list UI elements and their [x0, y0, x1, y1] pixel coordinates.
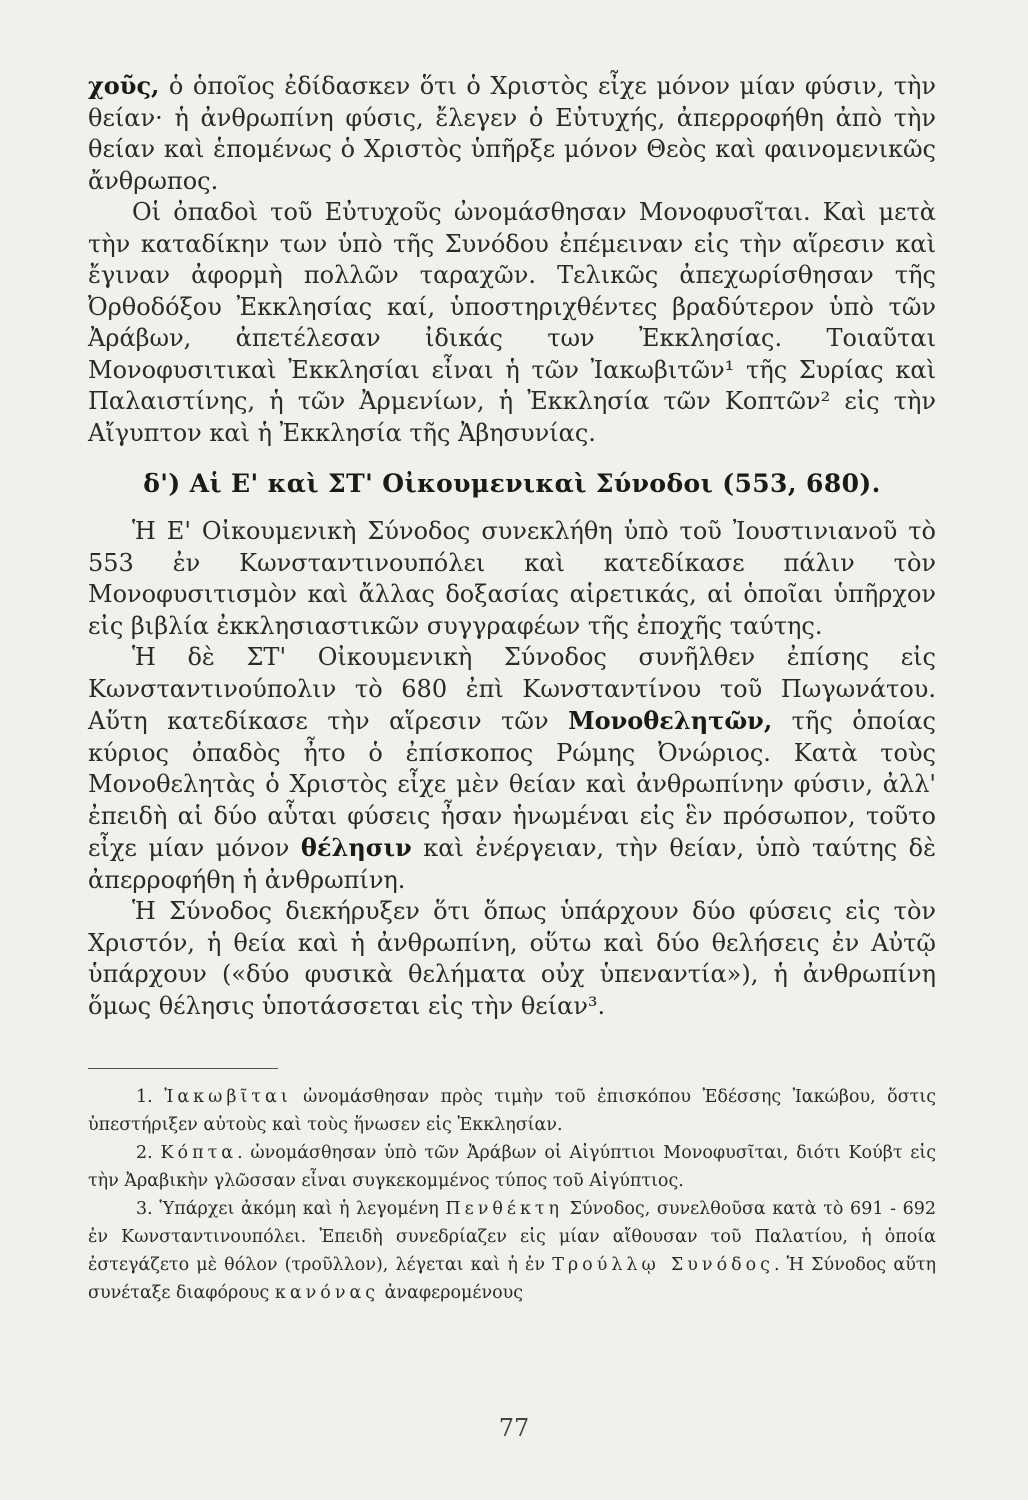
paragraph-3: Ἡ Ε' Οἰκουμενικὴ Σύνοδος συνεκλήθη ὑπὸ τοῦ Ἰουστινιανοῦ τὸ 553 ἐν Κωνσταντινουπόλει καὶ κατεδίκασε πάλιν τὸν Μονοφυσιτισμὸν καὶ ἄλλας δοξασίας αἱρετικάς, αἱ ὁποῖαι ὑπῆρχον εἰς βιβλία ἐκκλησιαστικῶν συγγραφέων τῆς ἐποχῆς ταύτης.: [88, 517, 936, 640]
footnote-3-term-kanones: κανόνας: [274, 1283, 380, 1303]
paragraph-1-lead-word: χοῦς,: [88, 71, 160, 100]
footnote-3-term-penthekte: Πενθέκτη: [445, 1199, 564, 1219]
footnote-3-number: 3.: [136, 1199, 153, 1219]
paragraph-4-text-a: Ἡ δὲ ΣΤ' Οἰκουμενικὴ Σύνοδος συνῆλθεν ἐπίσης εἰς Κωνσταντινούπολιν τὸ 680 ἐπὶ Κωνσταντίνου τοῦ Πωγωνάτου. Αὕτη κατεδίκασε τὴν αἵρεσιν τῶν: [88, 643, 936, 735]
term-monothelites: Μονοθελητῶν,: [568, 706, 773, 735]
section-heading: δ') Αἱ Ε' καὶ ΣΤ' Οἰκουμενικαὶ Σύνοδοι (553, 680).: [143, 469, 881, 498]
footnote-divider: [88, 1068, 278, 1069]
paragraph-4-text-b: τῆς ὁποίας κύριος ὀπαδὸς ἦτο ὁ ἐπίσκοπος Ρώμης Ὀνώριος. Κατὰ τοὺς Μονοθελητὰς ὁ Χριστὸς εἶχε μὲν θείαν καὶ ἀνθρωπίνην φύσιν, ἀλλ' ἐπειδὴ αἱ δύο αὗται φύσεις ἦσαν ἡνωμέναι εἰς ἓν πρόσωπον, τοῦτο εἶχε μίαν μόνον: [88, 707, 936, 862]
paragraph-2: Οἱ ὀπαδοὶ τοῦ Εὐτυχοῦς ὠνομάσθησαν Μονοφυσῖται. Καὶ μετὰ τὴν καταδίκην των ὑπὸ τῆς Συνόδου ἐπέμειναν εἰς τὴν αἵρεσιν καὶ ἔγιναν ἀφορμὴ πολλῶν ταραχῶν. Τελικῶς ἀπεχωρίσθησαν τῆς Ὀρθοδόξου Ἐκκλησίας καί, ὑποστηριχθέντες βραδύτερον ὑπὸ τῶν Ἀράβων, ἀπετέλεσαν ἰδικάς των Ἐκκλησίας. Τοιαῦται Μονοφυσιτικαὶ Ἐκκλησίαι εἶναι ἡ τῶν Ἰακωβιτῶν¹ τῆς Συρίας καὶ Παλαιστίνης, ἡ τῶν Ἀρμενίων, ἡ Ἐκκλησία τῶν Κοπτῶν² εἰς τὴν Αἴγυπτον καὶ ἡ Ἐκκλησία τῆς Ἀβησυνίας.: [88, 198, 936, 447]
paragraph-5: Ἡ Σύνοδος διεκήρυξεν ὅτι ὅπως ὑπάρχουν δύο φύσεις εἰς τὸν Χριστόν, ἡ θεία καὶ ἡ ἀνθρωπίνη, οὕτω καὶ δύο θελήσεις ἐν Αὐτῷ ὑπάρχουν («δύο φυσικὰ θελήματα οὐχ ὑπεναντία»), ἡ ἀνθρωπίνη ὅμως θέλησις ὑποτάσσεται εἰς τὴν θείαν³.: [88, 897, 936, 1020]
page-number: 77: [498, 1414, 530, 1442]
paragraph-1: [88, 70, 936, 197]
footnote-2-number: 2.: [136, 1143, 153, 1163]
footnote-3: [88, 1195, 936, 1307]
paragraph-4: [88, 642, 936, 896]
footnote-3-term-troullo: Τρούλλῳ Συνόδος: [552, 1255, 774, 1275]
main-text: [88, 70, 936, 1022]
paragraph-1-text: ὁ ὁποῖος ἐδίδασκεν ὅτι ὁ Χριστὸς εἶχε μόνον μίαν φύσιν, τὴν θείαν· ἡ ἀνθρωπίνη φύσις, ἔλεγεν ὁ Εὐτυχής, ἀπερροφήθη ἀπὸ τὴν θείαν καὶ ἑπομένως ὁ Χριστὸς ὑπῆρξε μόνον Θεὸς καὶ φαινομενικῶς ἄνθρωπος.: [88, 72, 936, 195]
paragraph-4-text-c: καὶ ἐνέργειαν, τὴν θείαν, ὑπὸ ταύτης δὲ ἀπερροφήθη ἡ ἀνθρωπίνη.: [88, 834, 937, 894]
footnote-1-text: ὠνομάσθησαν πρὸς τιμὴν τοῦ ἐπισκόπου Ἐδέσσης Ἰακώβου, ὅστις ὑπεστήριξεν αὐτοὺς καὶ τοὺς ἥνωσεν εἰς Ἐκκλησίαν.: [88, 1087, 936, 1135]
footnote-2-term: Κόπτα: [160, 1143, 238, 1163]
footnote-2-text: . ὠνομάσθησαν ὑπὸ τῶν Ἀράβων οἱ Αἰγύπτιοι Μονοφυσῖται, διότι Κούβτ εἰς τὴν Ἀραβικὴν γλῶσσαν εἶναι συγκεκομμένος τύπος τοῦ Αἰγύπτιος.: [88, 1143, 936, 1191]
footnote-3-text-b: Σύνοδος, συνελθοῦσα κατὰ τὸ 691 - 692 ἐν Κωνσταντινουπόλει. Ἐπειδὴ συνεδρίαζεν εἰς μίαν αἴθουσαν τοῦ Παλατίου, ἡ ὁποία ἐστεγάζετο μὲ θόλον (τροῦλλον), λέγεται καὶ ἡ ἐν: [88, 1199, 936, 1275]
footnote-1-number: 1.: [136, 1087, 153, 1107]
term-thelesis: θέλησιν: [300, 833, 412, 862]
footnote-1: [88, 1083, 936, 1139]
footnote-3-text-c: . Ἡ Σύνοδος αὕτη συνέταξε διαφόρους: [88, 1255, 936, 1303]
footnote-1-term: Ἰακωβῖται: [164, 1087, 292, 1107]
footnote-3-text-d: ἀναφερομένους: [379, 1283, 524, 1303]
footnote-3-text-a: Ὑπάρχει ἀκόμη καὶ ἡ λεγομένη: [152, 1199, 446, 1219]
footnotes: [88, 1083, 936, 1307]
footnote-2: [88, 1139, 936, 1195]
